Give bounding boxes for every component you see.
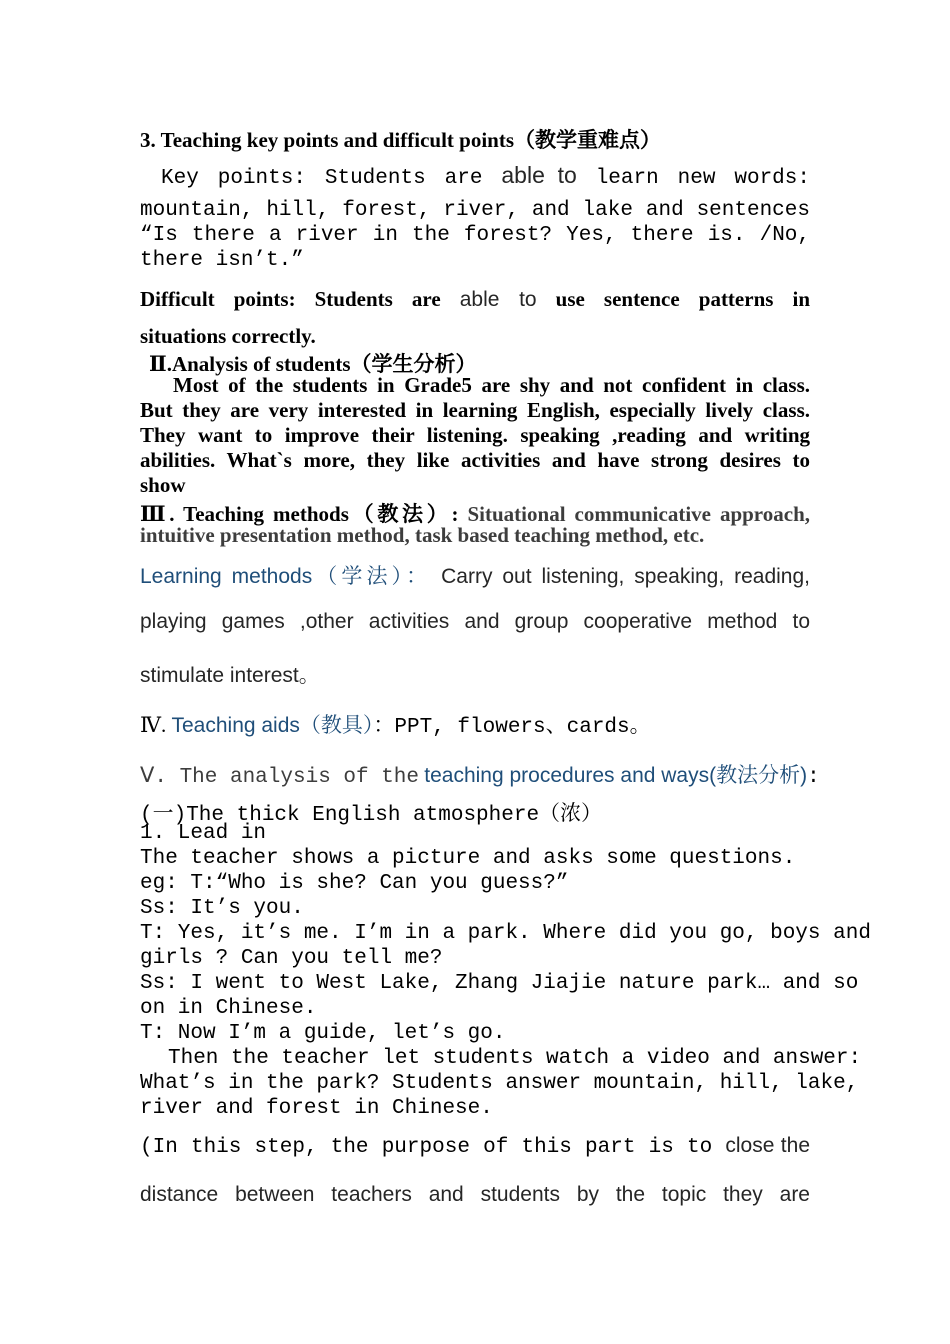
key-points-line-4: there isn’t.” [140, 249, 304, 272]
learning-methods-line-3: stimulate interest。 [140, 664, 320, 687]
procedure-line-4: eg: T:“Who is she? Can you guess?” [140, 872, 569, 895]
key-points-line-3: “Is there a river in the forest? Yes, there is. /No, [140, 224, 810, 247]
learning-methods-line-1 [140, 560, 810, 590]
difficult-points-text-end: use sentence patterns in [555, 287, 810, 311]
section-heading-teaching-methods: Ⅲ. Teaching methods（教法）: [140, 502, 459, 526]
analysis-paragraph-line-4: abilities. What`s more, they like activities and have strong desires to [140, 448, 810, 472]
difficult-points-line-1 [140, 287, 810, 312]
section-number-4: Ⅳ. [140, 713, 167, 737]
teaching-methods-line-2: intuitive presentation method, task based teaching method, etc. [140, 523, 705, 547]
procedure-line-8: Ss: I went to West Lake, Zhang Jiajie nature park… and so [140, 972, 859, 995]
procedure-line-14 [140, 1134, 810, 1159]
able-to-text: able to [501, 162, 577, 188]
section-heading-analysis-of-students: Ⅱ.Analysis of students（学生分析） [149, 352, 477, 376]
difficult-points-line-2: situations correctly. [140, 324, 316, 348]
analysis-paragraph-line-5: show [140, 473, 186, 497]
key-points-line-1 [161, 162, 810, 190]
procedure-line-13: river and forest in Chinese. [140, 1097, 493, 1120]
procedure-line-3: The teacher shows a picture and asks some questions. [140, 847, 796, 870]
teaching-aids-text: ：PPT, flowers、cards。 [373, 716, 651, 739]
section-5-prefix: Ⅴ. The analysis of the [140, 766, 420, 789]
key-points-text: Key points: Students are [161, 167, 483, 190]
key-points-text-end: learn new words: [595, 167, 810, 190]
teaching-methods-text: Situational communicative approach, [467, 502, 811, 526]
purpose-text: (In this step, the purpose of this part is to [140, 1136, 713, 1159]
teaching-aids-label: Teaching aids（教具） [171, 714, 374, 737]
learning-methods-text: Carry out listening, speaking, reading, [441, 565, 810, 588]
procedure-line-15: distance between teachers and students by the topic they are [140, 1183, 810, 1206]
section-5-suffix: : [807, 766, 820, 789]
procedure-line-6: T: Yes, it’s me. I’m in a park. Where did you go, boys and [140, 922, 871, 945]
close-the-text: close the [725, 1134, 810, 1157]
learning-methods-line-2: playing games ,other activities and group cooperative method to [140, 610, 810, 633]
procedure-line-2: 1. Lead in [140, 822, 267, 845]
procedure-line-11: Then the teacher let students watch a video and answer: [168, 1047, 862, 1070]
analysis-paragraph-line-2: But they are very interested in learning English, especially lively class. [140, 398, 810, 422]
section-5-line [140, 759, 820, 789]
teaching-procedures-label: teaching procedures and ways(教法分析) [424, 764, 808, 787]
procedure-line-5: Ss: It’s you. [140, 897, 304, 920]
procedure-line-12: What’s in the park? Students answer mountain, hill, lake, [140, 1072, 859, 1095]
procedure-line-10: T: Now I’m a guide, let’s go. [140, 1022, 506, 1045]
learning-methods-label: Learning methods（学法）： [140, 565, 432, 588]
procedure-line-1: (一)The thick English atmosphere（浓） [140, 804, 603, 827]
able-to-text-2: able to [459, 288, 537, 311]
procedure-line-7: girls ? Can you tell me? [140, 947, 443, 970]
difficult-points-text: Difficult points: Students are [140, 287, 441, 311]
procedure-line-9: on in Chinese. [140, 997, 317, 1020]
section-heading-key-points: 3. Teaching key points and difficult points（教学重难点） [140, 128, 662, 152]
key-points-line-2: mountain, hill, forest, river, and lake and sentences [140, 199, 810, 222]
analysis-paragraph-line-1: Most of the students in Grade5 are shy and not confident in class. [173, 373, 810, 397]
teaching-aids-line [140, 709, 651, 739]
analysis-paragraph-line-3: They want to improve their listening. speaking ,reading and writing [140, 423, 810, 447]
